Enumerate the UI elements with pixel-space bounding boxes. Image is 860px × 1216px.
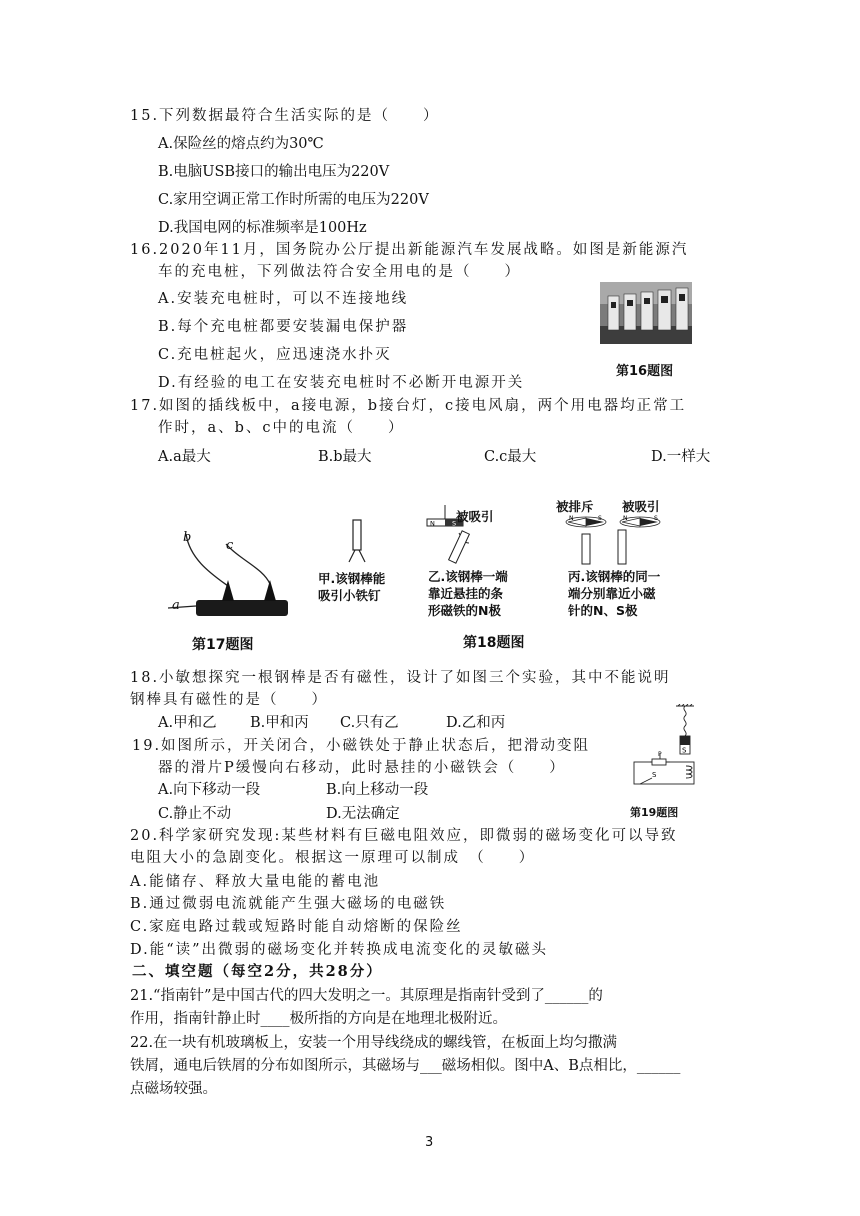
q15-option-a: A.保险丝的熔点约为30℃ (158, 136, 324, 152)
svg-text:P: P (658, 751, 662, 758)
yi-label-line2: 靠近悬挂的条 (428, 586, 504, 601)
svg-text:S: S (682, 746, 687, 755)
q22-line1: 22.在一块有机玻璃板上，安装一个用导线绕成的螺线管，在板面上均匀撒满 (130, 1035, 618, 1051)
q17-option-c: C.c最大 (484, 449, 537, 465)
q18-stem-line2: 钢棒具有磁性的是（ ） (130, 692, 328, 708)
q18-figure-caption: 第18题图 (463, 635, 525, 651)
q19-option-c: C.静止不动 (158, 806, 232, 822)
yi-label-line1: 乙.该钢棒一端 (428, 569, 508, 584)
q20-stem-line1: 20.科学家研究发现:某些材料有巨磁电阻效应，即微弱的磁场变化可以导致 (130, 828, 678, 844)
q18-option-b: B.甲和丙 (250, 715, 309, 731)
yi-label-line3: 形磁铁的N极 (428, 603, 501, 618)
steel-rod-jia (345, 518, 369, 564)
q17-option-b: B.b最大 (318, 449, 372, 465)
jia-label-line2: 吸引小铁钉 (318, 588, 381, 603)
q16-option-d: D.有经验的电工在安装充电桩时不必断开电源开关 (158, 375, 525, 391)
q19-option-a: A.向下移动一段 (158, 782, 261, 798)
q20-option-c: C.家庭电路过载或短路时能自动熔断的保险丝 (130, 919, 463, 935)
q17-stem-line1: 17.如图的插线板中，a接电源，b接台灯，c接电风扇，两个用电器均正常工 (130, 398, 687, 414)
circuit-figure (630, 704, 702, 796)
svg-text:S: S (452, 519, 457, 528)
q22-line2: 铁屑，通电后铁屑的分布如图所示，其磁场与___磁场相似。图中A、B点相比，______ (130, 1058, 681, 1074)
bing-attracted-tag: 被吸引 (622, 499, 660, 514)
q20-stem-line2: 电阻大小的急剧变化。根据这一原理可以制成 （ ） (130, 850, 536, 866)
q17-option-d: D.一样大 (651, 449, 711, 465)
q18-option-c: C.只有乙 (340, 715, 399, 731)
svg-text:N: N (430, 519, 435, 528)
svg-text:S: S (598, 515, 602, 522)
q21-line1: 21.“指南针”是中国古代的四大发明之一。其原理是指南针受到了______的 (130, 988, 603, 1004)
q19-option-b: B.向上移动一段 (326, 782, 429, 798)
bing-label-line1: 丙.该钢棒的同一 (568, 569, 661, 584)
charging-pile-photo (600, 282, 692, 344)
bing-repelled-tag: 被排斥 (556, 499, 594, 514)
svg-text:N: N (623, 515, 628, 522)
q18-option-a: A.甲和乙 (158, 715, 217, 731)
q19-stem-line2: 器的滑片P缓慢向右移动，此时悬挂的小磁铁会（ ） (158, 760, 566, 776)
svg-text:N: N (569, 515, 574, 522)
q15-option-d: D.我国电网的标准频率是100Hz (158, 220, 367, 236)
wire-label-a: a (172, 598, 180, 613)
q17-option-a: A.a最大 (158, 449, 211, 465)
compass-needles-bing (562, 508, 672, 566)
jia-label-line1: 甲.该钢棒能 (318, 571, 386, 586)
svg-text:S: S (654, 515, 658, 522)
bing-label-line3: 针的N、S极 (568, 603, 638, 618)
q19-stem-line1: 19.如图所示，开关闭合，小磁铁处于静止状态后，把滑动变阻 (132, 738, 591, 754)
q21-line2: 作用，指南针静止时____极所指的方向是在地理北极附近。 (130, 1011, 507, 1027)
q15-stem: 15.下列数据最符合生活实际的是（ ） (130, 108, 440, 124)
section-2-heading: 二、填空题（每空2分，共28分） (132, 963, 383, 980)
wire-label-c: c (226, 538, 234, 553)
q16-stem-line2: 车的充电桩，下列做法符合安全用电的是（ ） (158, 264, 521, 280)
q22-line3: 点磁场较强。 (130, 1081, 217, 1097)
wire-label-b: b (183, 530, 192, 545)
page-number: 3 (425, 1135, 434, 1150)
q16-figure-caption: 第16题图 (616, 364, 674, 379)
q16-option-a: A.安装充电桩时，可以不连接地线 (158, 291, 409, 307)
bing-label-line2: 端分别靠近小磁 (568, 586, 656, 601)
q16-option-c: C.充电桩起火，应迅速浇水扑灭 (158, 347, 392, 363)
q19-option-d: D.无法确定 (326, 806, 400, 822)
q17-figure-caption: 第17题图 (192, 637, 254, 653)
q18-stem-line1: 18.小敏想探究一根钢棒是否有磁性，设计了如图三个实验，其中不能说明 (130, 670, 671, 686)
q20-option-a: A.能储存、释放大量电能的蓄电池 (130, 874, 381, 890)
q15-option-b: B.电脑USB接口的输出电压为220V (158, 164, 390, 180)
yi-attracted-tag: 被吸引 (456, 509, 494, 524)
q20-option-b: B.通过微弱电流就能产生强大磁场的电磁铁 (130, 896, 447, 912)
q20-option-d: D.能“读”出微弱的磁场变化并转换成电流变化的灵敏磁头 (130, 942, 549, 958)
q19-figure-caption: 第19题图 (630, 806, 679, 819)
q18-option-d: D.乙和丙 (446, 715, 506, 731)
svg-text:S: S (652, 771, 657, 779)
q16-option-b: B.每个充电桩都要安装漏电保护器 (158, 319, 409, 335)
q16-stem-line1: 16.2020年11月，国务院办公厅提出新能源汽车发展战略。如图是新能源汽 (130, 242, 689, 258)
q15-option-c: C.家用空调正常工作时所需的电压为220V (158, 192, 429, 208)
q17-stem-line2: 作时，a、b、c中的电流（ ） (158, 420, 405, 436)
